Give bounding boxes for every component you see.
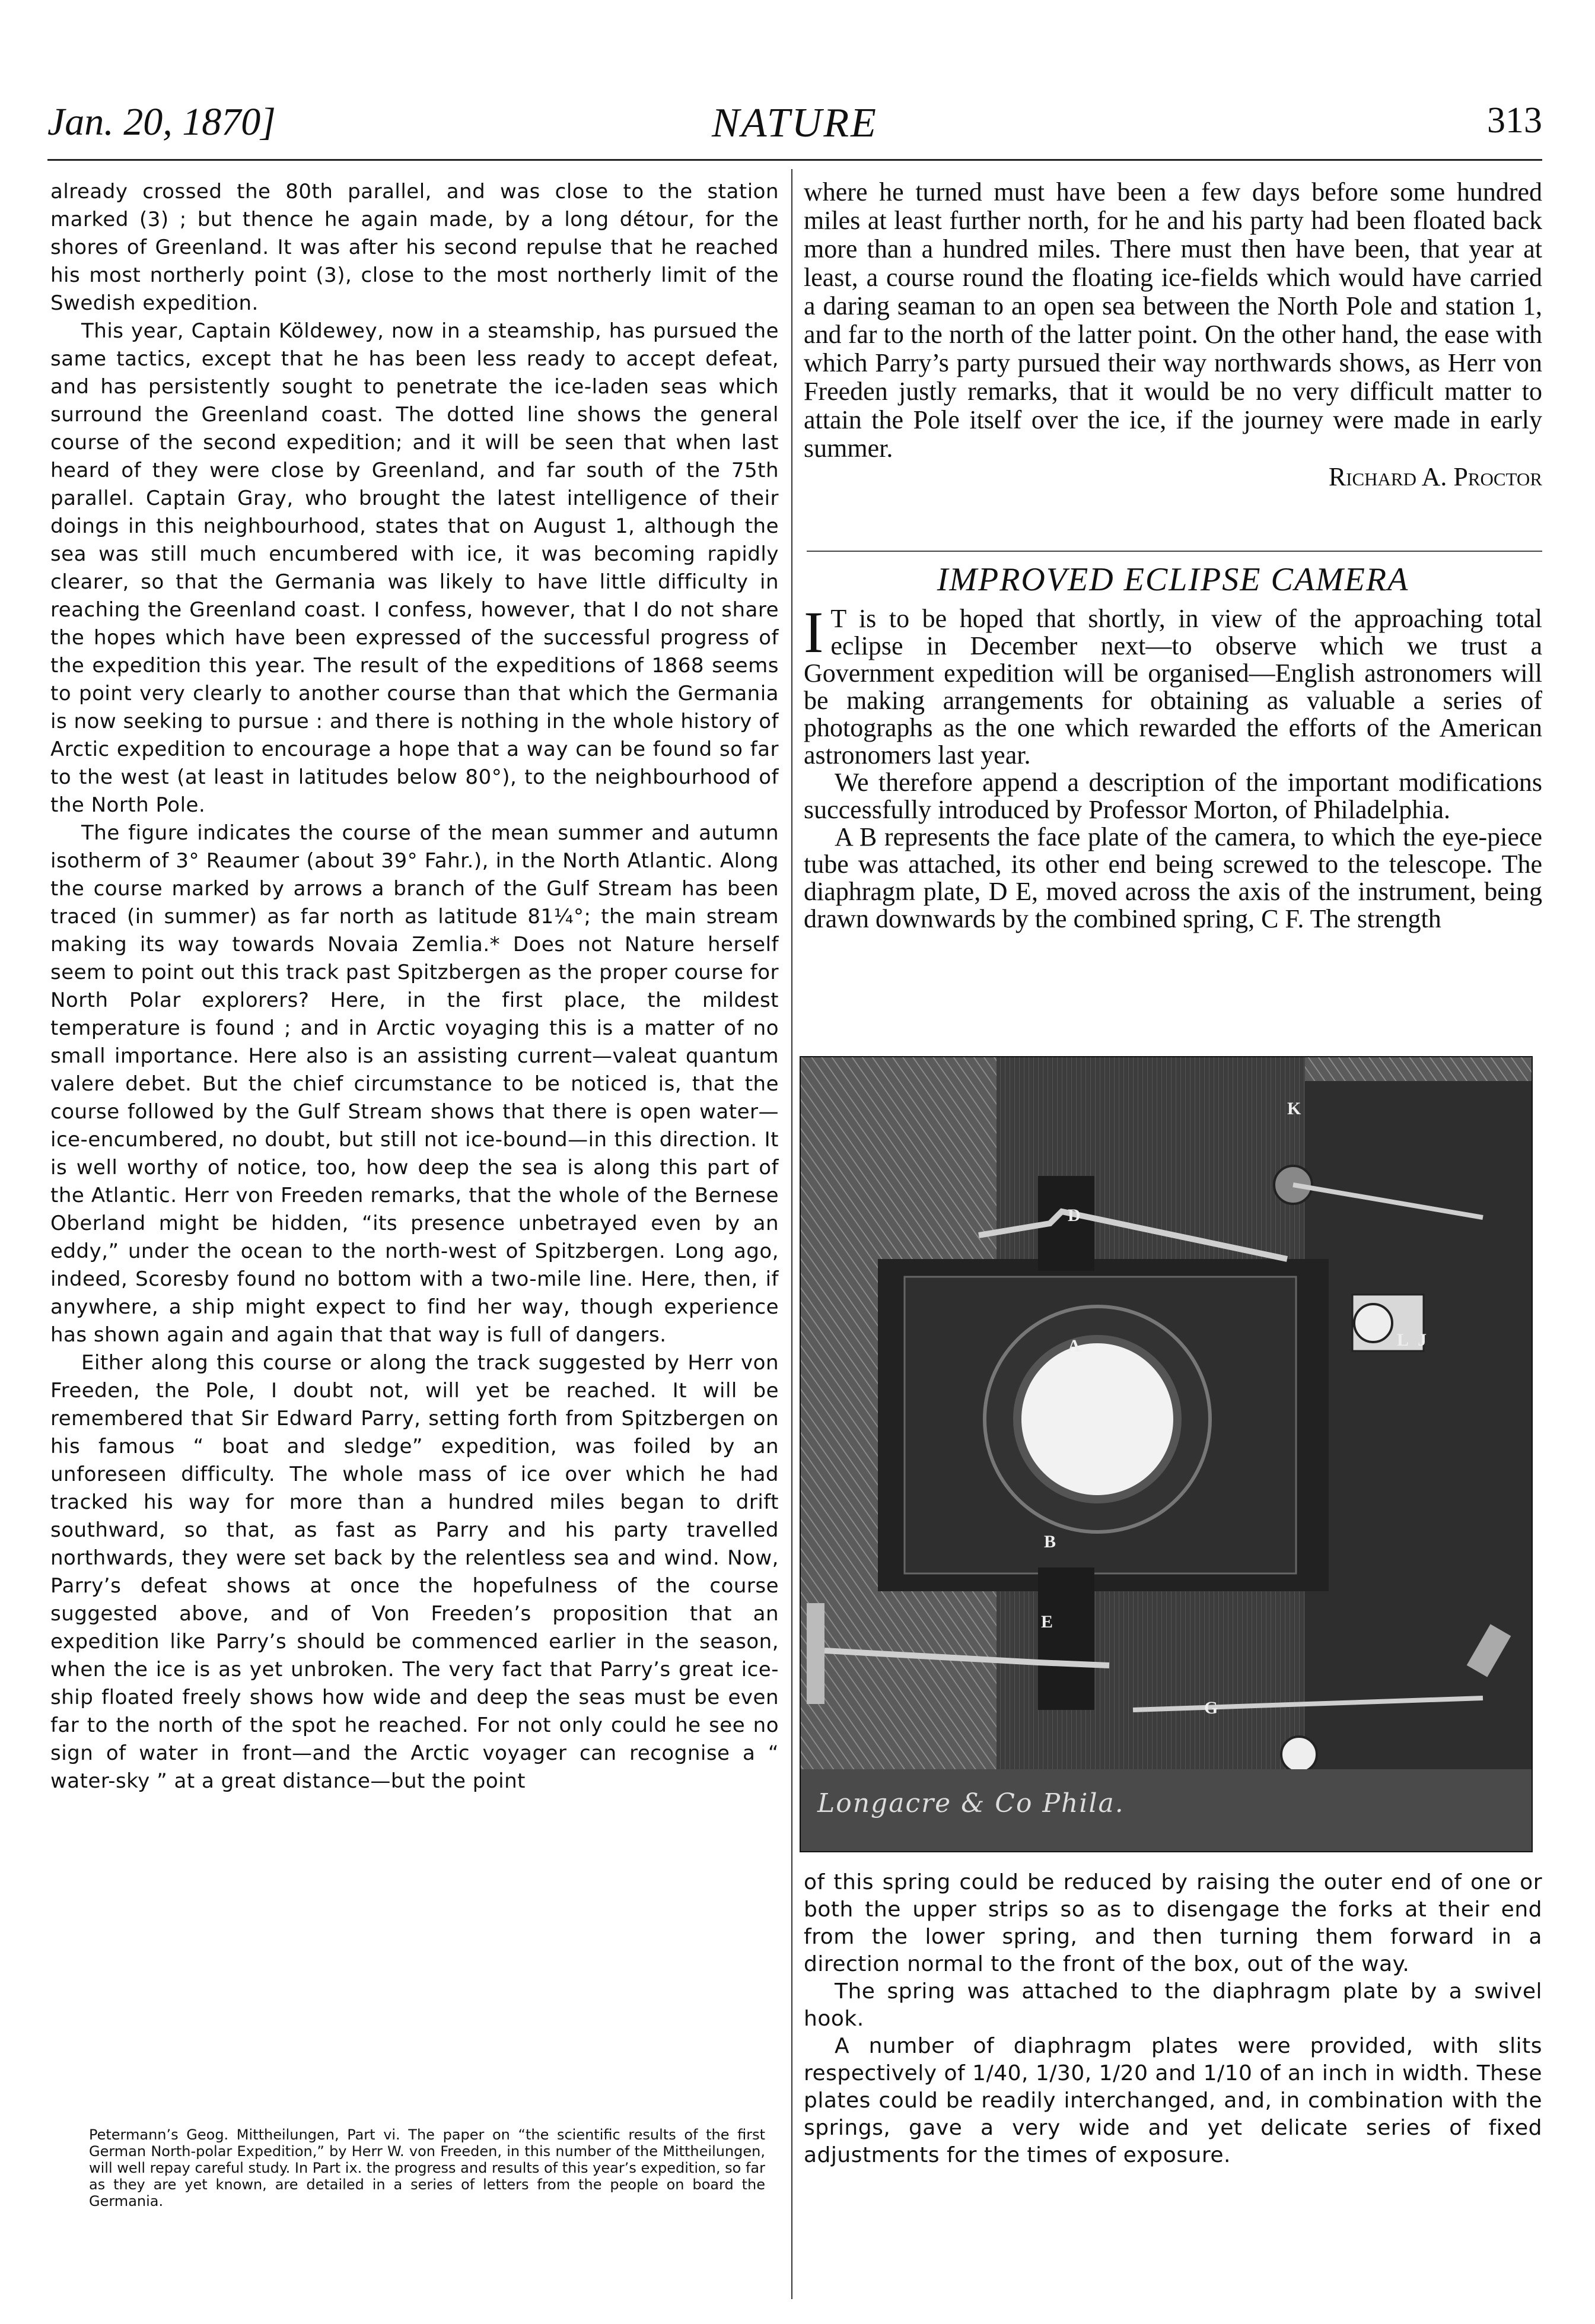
engraver-signature: Longacre & Co Phila. xyxy=(817,1788,1125,1818)
article-body xyxy=(804,599,1542,933)
paragraph: The figure indicates the course of the mean summer and autumn isotherm of 3° Reaumer (about 39° Fahr.), in the North Atlantic. Along the course marked by arrows a branch of the Gulf Stream has been traced (in summer) as far north as latitude 81¼°; the main stream making its way towards Novaia Zemlia.* Does not Nature herself seem to point out this track past Spitzbergen as the proper course for North Polar explorers? Here, in the first place, the mildest temperature is found ; and in Arctic voyaging this is a matter of no small importance. Here also is an assisting current—valeat quantum valere debet. But the chief circumstance to be noticed is, that the course followed by the Gulf Stream shows that there is open water—ice-encumbered, no doubt, but still not ice-bound—in this direction. It is well worthy of notice, too, how deep the sea is along this part of the Atlantic. Herr von Freeden remarks, that the whole of the Bernese Oberland might be hidden, “its presence unbetrayed even by an eddy,” under the ocean to the north-west of Spitzbergen. Long ago, indeed, Scoresby found no bottom with a two-mile line. Here, then, if anywhere, a ship might expect to find her way, though experience has shown again and again that that way is full of dangers. xyxy=(50,821,779,1347)
section-title: IMPROVED ECLIPSE CAMERA xyxy=(937,561,1409,598)
paragraph: already crossed the 80th parallel, and was close to the station marked (3) ; but thence he again made, by a long détour, for the shores of Greenland. It was after his second repulse that he reached his most northerly point (3), close to the most northerly limit of the Swedish expedition. xyxy=(50,180,779,315)
figure-label: J xyxy=(1418,1330,1427,1350)
figure-label: B xyxy=(1044,1532,1056,1552)
figure-label: H xyxy=(1293,1746,1307,1765)
paragraph-text: T is to be hoped that shortly, in view of the approaching total eclipse in December next—to observe which we trust a Government expedition will be organised—English astronomers will be making arrangements for obtaining as valuable a series of photographs as the one which rewarded the efforts of the American astronomers last year. xyxy=(804,604,1542,770)
figure-label: K xyxy=(1287,1099,1301,1118)
section-rule xyxy=(807,551,1542,552)
paragraph: The spring was attached to the diaphragm plate by a swivel hook. xyxy=(804,1979,1542,2031)
figure-label: L xyxy=(1397,1330,1409,1350)
paragraph: A number of diaphragm plates were provided, with slits respectively of 1/40, 1/30, 1/20 and 1/10 of an inch in width. These plates could be readily interchanged, and, in combination with the springs, gave a very wide and yet delicate series of fixed adjustments for the times of exposure. xyxy=(804,2034,1542,2167)
article-body-continued xyxy=(804,1869,1542,2169)
paragraph: This year, Captain Köldewey, now in a steamship, has pursued the same tactics, except that he has been less ready to accept defeat, and has persistently sought to penetrate the ice-laden seas which surround the Greenland coast. The dotted line shows the general course of the second expedition; and it will be seen that when last heard of they were close by Greenland, and far south of the 75th parallel. Captain Gray, who brought the latest intelligence of their doings in this neighbourhood, states that on August 1, although the sea was still much encumbered with ice, it was becoming rapidly clearer, so that the Germania was likely to have little difficulty in reaching the Greenland coast. I confess, however, that I do not share the hopes which have been expressed of the successful progress of the expedition this year. The result of the expeditions of 1868 seems to point very clearly to another course than that which the Germania is now seeking to pursue : and there is nothing in the whole history of Arctic expedition to encourage a hope that a way can be found so far to the west (at least in latitudes below 80°), to the neighbourhood of the North Pole. xyxy=(50,319,779,817)
paragraph: Either along this course or along the track suggested by Herr von Freeden, the Pole, I doubt not, will yet be reached. It will be remembered that Sir Edward Parry, setting forth from Spitzbergen on his famous “ boat and sledge” expedition, was foiled by an unforeseen difficulty. The whole mass of ice over which he had tracked his way for more than a hundred miles began to drift southward, so that, as fast as Parry and his party travelled northwards, they were set back by the relentless sea and wind. Now, Parry’s defeat shows at once the hopefulness of the course suggested above, and of Von Freeden’s proposition that an expedition like Parry’s should be commenced earlier in the season, when the ice is as yet unbroken. The very fact that Parry’s great ice-ship floated freely shows how wide and deep the seas must be even far to the north of the spot he reached. For not only could he see no sign of water in front—and the Arctic voyager can recognise a “ water-sky ” at a great distance—but the point xyxy=(50,1351,779,1793)
page-number: 313 xyxy=(1487,100,1542,141)
paragraph xyxy=(804,599,1542,770)
paragraph: We therefore append a description of the important modifications successfully introduced by Professor Morton, of Philadelphia. xyxy=(804,768,1542,824)
author-signature: Richard A. Proctor xyxy=(1328,462,1542,491)
figure-label: E xyxy=(1041,1612,1053,1632)
paragraph: where he turned must have been a few days before some hundred miles at least further north, for he and his party had been floated back more than a hundred miles. There must then have been, that year at least, a course round the floating ice-fields which would have carried a daring seaman to an open sea between the North Pole and station 1, and far to the north of the latter point. On the other hand, the ease with which Parry’s party pursued their way northwards shows, as Herr von Freeden justly remarks, that it would be no very difficult matter to attain the Pole itself over the ice, if the journey were made in early summer. xyxy=(804,177,1542,463)
journal-title: NATURE xyxy=(712,100,878,146)
figure-label: G xyxy=(1204,1698,1218,1718)
footnote: Petermann’s Geog. Mittheilungen, Part vi. The paper on “the scientific results of the first German North-polar Expedition,” by Herr W. von Freeden, in this number of the Mittheilungen, will well repay careful study. In Part ix. the progress and results of this year’s expedition, so far as they are yet known, are detailed in a series of letters from the people on board the Germania. xyxy=(89,2126,765,2209)
left-column xyxy=(50,178,779,1795)
page-header xyxy=(47,89,1542,154)
figure-label: A xyxy=(1068,1336,1081,1356)
right-column-continuation xyxy=(804,178,1542,491)
figure-label: D xyxy=(1068,1206,1081,1225)
drop-cap: I xyxy=(804,599,824,665)
paragraph: of this spring could be reduced by raising the outer end of one or both the upper strips so as to disengage the forks at their end from the lower spring, and then turning them forward in a direction normal to the front of the box, out of the way. xyxy=(804,1870,1542,1976)
paragraph: A B represents the face plate of the camera, to which the eye-piece tube was attached, its other end being screwed to the telescope. The diaphragm plate, D E, moved across the axis of the instrument, being drawn downwards by the combined spring, C F. The strength xyxy=(804,822,1542,933)
column-divider xyxy=(791,169,792,2299)
camera-engraving xyxy=(800,1056,1533,1852)
camera-illustration xyxy=(801,1057,1532,1851)
issue-date: Jan. 20, 1870] xyxy=(47,100,276,144)
header-rule xyxy=(47,159,1542,161)
